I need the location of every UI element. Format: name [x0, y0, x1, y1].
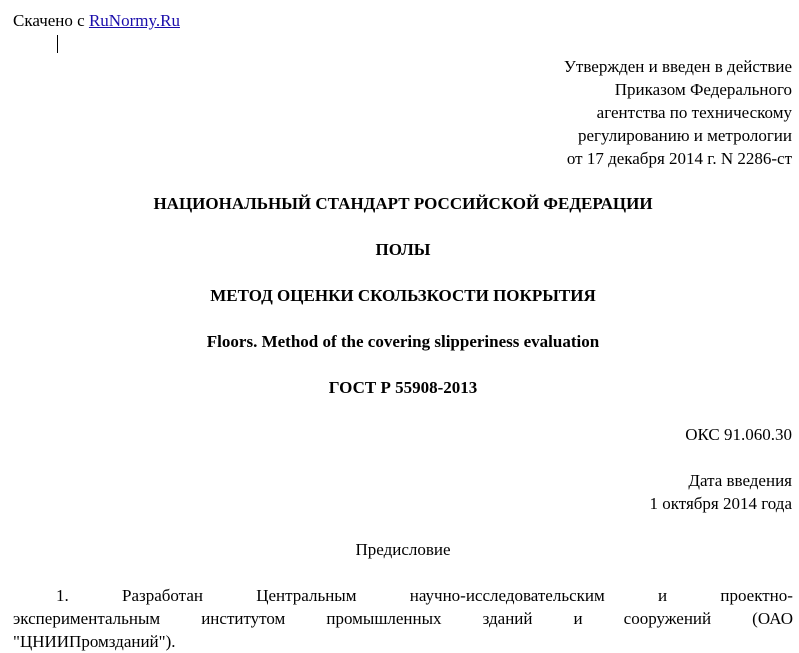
intro-date-label: Дата введения — [688, 471, 792, 490]
subject-heading: ПОЛЫ — [375, 240, 431, 259]
text-cursor — [57, 35, 58, 53]
english-title: Floors. Method of the covering slipperiness evaluation — [206, 332, 600, 351]
source-link[interactable]: RuNormy.Ru — [88, 11, 180, 30]
preface-title: Предисловие — [355, 540, 451, 559]
preface-item-1-line-1: 1. Разработан Центральным научно-исследовательским и проектно- — [56, 586, 793, 605]
preface-item-1-line-3: "ЦНИИПромзданий"). — [13, 632, 176, 651]
source-line — [13, 9, 180, 32]
source-prefix: Скачено с — [13, 11, 89, 30]
approval-block — [564, 55, 792, 170]
method-heading: МЕТОД ОЦЕНКИ СКОЛЬЗКОСТИ ПОКРЫТИЯ — [210, 286, 596, 305]
intro-date-value: 1 октября 2014 года — [649, 494, 792, 513]
preface-item-1-line-2: экспериментальным институтом промышленных зданий и сооружений (ОАО — [13, 609, 793, 628]
gost-number: ГОСТ Р 55908-2013 — [328, 378, 478, 397]
standard-heading: НАЦИОНАЛЬНЫЙ СТАНДАРТ РОССИЙСКОЙ ФЕДЕРАЦИИ — [153, 194, 653, 213]
approval-line: агентства по техническому — [596, 103, 792, 122]
approval-line: от 17 декабря 2014 г. N 2286-ст — [566, 149, 792, 168]
approval-line: регулированию и метрологии — [577, 126, 792, 145]
oks-code: ОКС 91.060.30 — [685, 425, 792, 444]
approval-line: Приказом Федерального — [614, 80, 792, 99]
approval-line: Утвержден и введен в действие — [563, 57, 792, 76]
preface-item-1 — [13, 584, 793, 653]
